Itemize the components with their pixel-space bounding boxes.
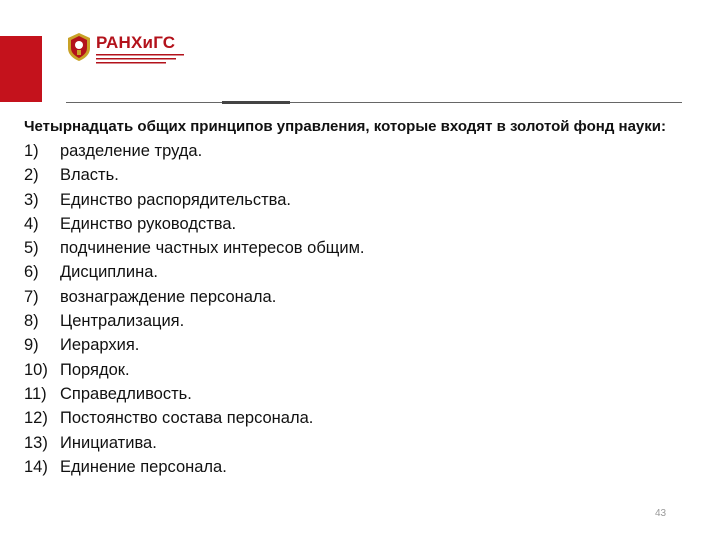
- list-item-text: Иерархия.: [60, 336, 140, 355]
- list-item: [24, 163, 694, 187]
- list-item-text: Централизация.: [60, 312, 185, 331]
- list-item-text: Справедливость.: [60, 384, 192, 403]
- logo-caption-lines: [96, 53, 188, 65]
- list-item-number: 3): [24, 190, 39, 209]
- list-item: [24, 260, 694, 284]
- list-item-number: 12): [24, 409, 48, 428]
- list-item-number: 6): [24, 263, 39, 282]
- list-item: [24, 139, 694, 163]
- list-item-text: Порядок.: [60, 360, 130, 379]
- list-item-text: вознаграждение персонала.: [60, 287, 277, 306]
- list-item-text: Инициатива.: [60, 433, 157, 452]
- logo-wordmark: РАНХиГС: [96, 33, 176, 52]
- list-item: [24, 188, 694, 212]
- page-number: 43: [655, 508, 667, 519]
- list-item-number: 5): [24, 239, 39, 258]
- ranepa-logo: [66, 32, 206, 68]
- list-item: [24, 285, 694, 309]
- list-item: [24, 309, 694, 333]
- slide-content: [24, 116, 694, 479]
- list-item-number: 1): [24, 142, 39, 160]
- list-item-number: 7): [24, 287, 39, 306]
- list-item: [24, 212, 694, 236]
- list-item-number: 14): [24, 457, 48, 476]
- red-accent-bar: [0, 36, 42, 102]
- principles-list: [24, 139, 694, 479]
- header-rule: [66, 102, 682, 103]
- list-item-number: 10): [24, 360, 48, 379]
- list-item-number: 4): [24, 214, 39, 233]
- list-item-text: Власть.: [60, 166, 119, 185]
- list-item: [24, 382, 694, 406]
- emblem-icon: [66, 32, 92, 62]
- list-item: [24, 236, 694, 260]
- list-item-text: Дисциплина.: [60, 263, 158, 282]
- list-item-number: 9): [24, 336, 39, 355]
- list-item: [24, 333, 694, 357]
- list-item: [24, 455, 694, 479]
- list-item-text: Постоянство состава персонала.: [60, 409, 314, 428]
- list-item-text: разделение труда.: [60, 142, 203, 160]
- list-item-number: 11): [24, 384, 47, 403]
- list-item-number: 13): [24, 433, 48, 452]
- list-item: [24, 406, 694, 430]
- list-item: [24, 358, 694, 382]
- list-item-text: Единство руководства.: [60, 214, 237, 233]
- list-item-text: Единение персонала.: [60, 457, 227, 476]
- list-item-number: 8): [24, 312, 39, 331]
- list-item-number: 2): [24, 166, 39, 185]
- list-item-text: Единство распорядительства.: [60, 190, 291, 209]
- header-rule-accent: [222, 101, 290, 104]
- slide-heading: Четырнадцать общих принципов управления, которые входят в золотой фонд науки:: [24, 118, 666, 135]
- list-item-text: подчинение частных интересов общим.: [60, 239, 365, 258]
- list-item: [24, 431, 694, 455]
